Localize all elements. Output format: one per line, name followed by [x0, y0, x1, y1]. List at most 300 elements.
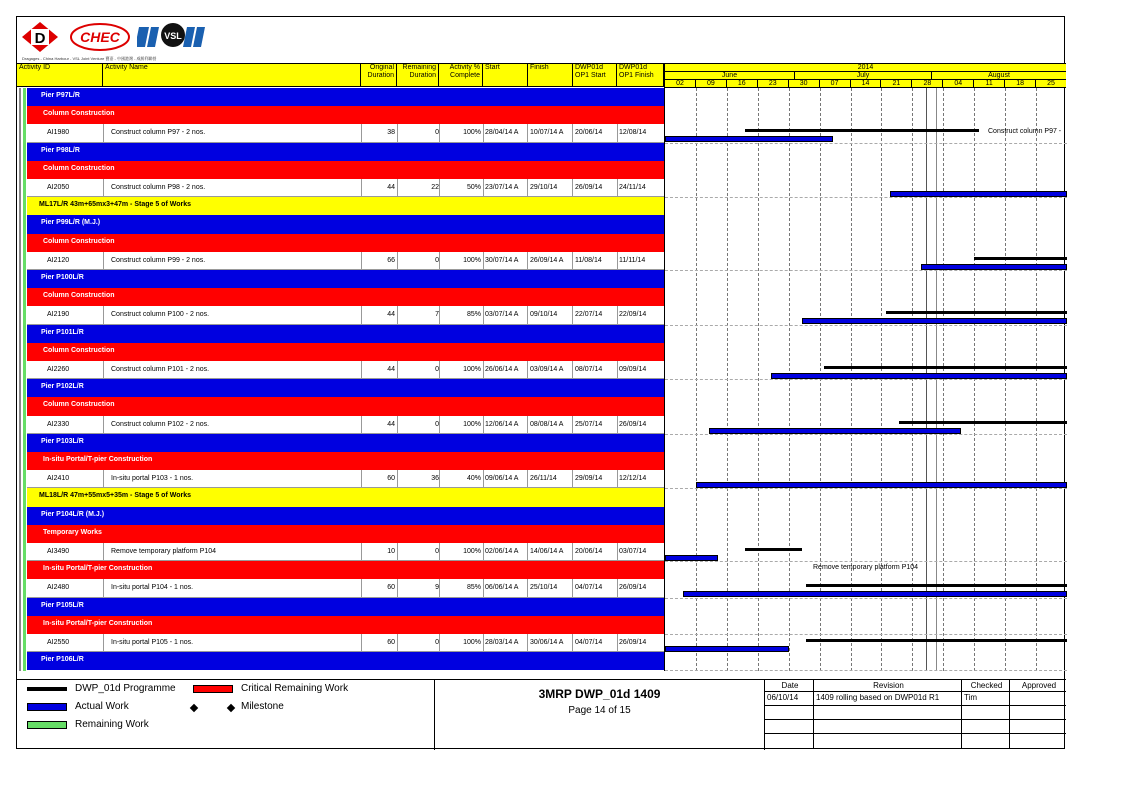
cell-finish: 14/06/14 A: [530, 548, 564, 555]
cell-finish: 08/08/14 A: [530, 420, 564, 428]
column-divider: [103, 579, 104, 596]
bar-label-p97: Construct column P97 -: [988, 128, 1062, 136]
programme-bar[interactable]: [745, 129, 979, 132]
column-divider: [103, 179, 104, 196]
wbs-band-work-type[interactable]: [27, 616, 664, 634]
header-remaining-duration: [397, 63, 439, 87]
band-label: Pier P106L/R: [41, 656, 84, 664]
column-divider: [483, 252, 484, 269]
cell-op1f: 03/07/14: [619, 548, 647, 555]
legend-programme-swatch: [27, 687, 67, 691]
timescale-week: 18: [1004, 79, 1035, 88]
column-divider: [483, 543, 484, 560]
gantt-row-separator: [665, 197, 1067, 198]
cell-od: 10: [387, 548, 395, 555]
band-label: ML17L/R 43m+65mx3+47m - Stage 5 of Works: [39, 201, 191, 209]
cell-od: 60: [387, 639, 395, 646]
column-divider: [439, 579, 440, 596]
legend-critical-label: Critical Remaining Work: [241, 683, 349, 694]
cell-op1f: 22/09/14: [619, 311, 647, 319]
column-divider: [483, 416, 484, 433]
rev-checked: Tim: [962, 692, 1010, 706]
cell-name: Remove temporary platform P104: [111, 548, 217, 555]
column-divider: [572, 306, 573, 323]
timescale-week: 28: [911, 79, 942, 88]
band-label: Column Construction: [43, 164, 115, 172]
wbs-band-work-type[interactable]: [27, 234, 664, 252]
cell-rd: 0: [435, 548, 439, 555]
column-divider: [361, 416, 362, 433]
header-op1-finish-line1: DWP01d: [619, 64, 648, 71]
column-divider: [361, 252, 362, 269]
cell-id: AI3490: [47, 548, 70, 555]
column-divider: [572, 124, 573, 141]
cell-start: 12/06/14 A: [485, 420, 519, 428]
column-divider: [361, 306, 362, 323]
rev-empty-cell: [765, 706, 814, 720]
header-percent-complete-line1: Activity %: [449, 64, 480, 71]
band-label: Pier P103L/R: [41, 437, 84, 445]
cell-op1s: 22/07/14: [575, 311, 603, 319]
cell-start: 06/06/14 A: [485, 584, 519, 592]
column-divider: [527, 124, 528, 141]
cell-od: 44: [387, 184, 395, 191]
vsl-logo-icon: [137, 21, 205, 53]
column-divider: [572, 579, 573, 596]
programme-bar[interactable]: [806, 639, 1067, 642]
cell-op1s: 20/06/14: [575, 548, 603, 555]
column-divider: [361, 579, 362, 596]
programme-bar[interactable]: [886, 311, 1067, 314]
cell-finish: 03/09/14 A: [530, 366, 564, 373]
cell-pct: 100%: [463, 256, 481, 264]
column-divider: [483, 470, 484, 487]
column-divider: [572, 634, 573, 651]
cell-finish: 10/07/14 A: [530, 129, 564, 137]
actual-work-bar[interactable]: [921, 264, 1067, 270]
wbs-band-work-type[interactable]: [27, 161, 664, 179]
column-divider: [572, 179, 573, 196]
programme-bar[interactable]: [899, 421, 1067, 424]
cell-op1f: 26/09/14: [619, 420, 647, 428]
header-op1-finish: [617, 63, 664, 87]
band-label: Pier P99L/R (M.J.): [41, 219, 101, 227]
rev-header-approved: Approved: [1010, 680, 1066, 692]
cell-start: 26/06/14 A: [485, 366, 519, 373]
cell-od: 38: [387, 129, 395, 137]
cell-op1s: 04/07/14: [575, 639, 603, 646]
activity-row[interactable]: [27, 416, 664, 434]
column-divider: [527, 579, 528, 596]
title-block-title: 3MRP DWP_01d 1409: [538, 687, 661, 701]
actual-work-bar[interactable]: [696, 482, 1067, 488]
logo-strip: [17, 17, 1066, 63]
column-divider: [439, 543, 440, 560]
wbs-band-pier[interactable]: [27, 325, 664, 343]
gantt-row-separator: [665, 634, 1067, 635]
rev-empty-cell: [814, 734, 962, 749]
programme-bar[interactable]: [974, 257, 1067, 260]
column-divider: [103, 543, 104, 560]
header-original-duration: [361, 63, 397, 87]
column-divider: [483, 634, 484, 651]
column-divider: [439, 416, 440, 433]
cell-id: AI2260: [47, 366, 70, 373]
header-remaining-duration-line1: Remaining: [402, 64, 436, 71]
wbs-band-work-type[interactable]: [27, 343, 664, 361]
cell-rd: 0: [435, 366, 439, 373]
cell-op1f: 12/08/14: [619, 129, 647, 137]
programme-bar[interactable]: [824, 366, 1067, 369]
column-divider: [103, 361, 104, 378]
milestone-diamond-icon: [190, 704, 198, 712]
cell-start: 28/03/14 A: [485, 639, 519, 646]
cell-id: AI2120: [47, 256, 70, 264]
vsl-logo-text: VSL: [164, 31, 182, 41]
band-label: Pier P102L/R: [41, 383, 84, 391]
cell-op1s: 25/07/14: [575, 420, 603, 428]
cell-rd: 36: [431, 475, 439, 483]
cell-op1f: 24/11/14: [619, 184, 646, 191]
cell-start: 02/06/14 A: [485, 548, 519, 555]
band-label: ML18L/R 47m+55mx5+35m - Stage 5 of Works: [39, 492, 191, 500]
column-divider: [361, 634, 362, 651]
cell-op1s: 26/09/14: [575, 184, 603, 191]
legend-milestone-label: Milestone: [241, 701, 284, 712]
activity-row[interactable]: [27, 179, 664, 197]
timescale-week: 11: [973, 79, 1004, 88]
cell-rd: 22: [431, 184, 439, 191]
schedule-page: [16, 16, 1065, 749]
timescale-week: 21: [880, 79, 911, 88]
rev-approved: [1010, 692, 1066, 706]
wbs-band-pier[interactable]: [27, 88, 664, 106]
column-divider: [397, 252, 398, 269]
column-divider: [483, 179, 484, 196]
timescale-week: 30: [788, 79, 819, 88]
header-finish: Finish: [528, 63, 573, 87]
column-divider: [397, 124, 398, 141]
band-label: Pier P98L/R: [41, 146, 80, 154]
activity-row[interactable]: [27, 124, 664, 142]
wbs-band-work-type[interactable]: [27, 397, 664, 415]
timescale-week: 23: [757, 79, 788, 88]
band-label: Pier P100L/R: [41, 274, 84, 281]
cell-pct: 40%: [466, 475, 481, 483]
timescale-week: 09: [695, 79, 726, 88]
column-divider: [617, 361, 618, 378]
cell-rd: 0: [435, 420, 439, 428]
timescale-week: 16: [726, 79, 757, 88]
band-label: Temporary Works: [43, 528, 102, 536]
column-divider: [617, 306, 618, 323]
cell-od: 60: [387, 475, 395, 483]
cell-op1s: 20/06/14: [575, 129, 603, 137]
activity-row[interactable]: [27, 361, 664, 379]
wbs-band-pier[interactable]: [27, 507, 664, 525]
wbs-band-pier[interactable]: [27, 270, 664, 288]
column-divider: [572, 361, 573, 378]
legend-remaining-label: Remaining Work: [75, 719, 149, 730]
band-label: Pier P101L/R: [41, 328, 84, 336]
timescale-weeks: [664, 79, 1066, 88]
column-divider: [617, 416, 618, 433]
rev-empty-cell: [962, 706, 1010, 720]
cell-id: AI2050: [47, 184, 70, 191]
wbs-band-work-type[interactable]: [27, 452, 664, 470]
dragages-logo-icon: [22, 22, 58, 52]
cell-od: 44: [387, 366, 395, 373]
dragages-logo-text: D: [34, 30, 46, 47]
header-remaining-duration-line2: Duration: [409, 72, 436, 79]
cell-pct: 100%: [463, 420, 481, 428]
cell-op1s: 11/08/14: [575, 256, 602, 264]
column-divider: [483, 306, 484, 323]
chec-logo-icon: [69, 22, 131, 52]
activity-row[interactable]: [27, 634, 664, 652]
column-divider: [527, 634, 528, 651]
wbs-band-pier[interactable]: [27, 379, 664, 397]
band-label: Pier P104L/R (M.J.): [41, 510, 105, 518]
wbs-band-work-type[interactable]: [27, 106, 664, 124]
column-divider: [617, 634, 618, 651]
column-divider: [103, 470, 104, 487]
column-divider: [483, 579, 484, 596]
left-strip-green: [23, 88, 26, 671]
legend-actual-label: Actual Work: [75, 701, 129, 712]
rev-empty-cell: [1010, 734, 1066, 749]
gantt-row-separator: [665, 325, 1067, 326]
cell-name: Construct column P101 - 2 nos.: [111, 366, 210, 373]
column-divider: [397, 306, 398, 323]
wbs-band-pier[interactable]: [27, 143, 664, 161]
gantt-row-separator: [665, 561, 1067, 562]
left-strip-grey: [19, 88, 21, 671]
cell-pct: 100%: [463, 366, 481, 373]
gantt-row-separator: [665, 670, 1067, 671]
rev-header-checked: Checked: [962, 680, 1010, 692]
cell-name: Construct column P97 - 2 nos.: [111, 129, 206, 137]
column-divider: [617, 579, 618, 596]
column-divider: [361, 543, 362, 560]
cell-id: AI1980: [47, 129, 70, 137]
cell-id: AI2190: [47, 311, 70, 319]
wbs-band-work-type[interactable]: [27, 561, 664, 579]
column-divider: [527, 416, 528, 433]
cell-name: Construct column P100 - 2 nos.: [111, 311, 210, 319]
wbs-band-work-type[interactable]: [27, 288, 664, 306]
chec-logo-text: CHEC: [80, 29, 120, 45]
band-label: Column Construction: [43, 346, 115, 354]
cell-start: 23/07/14 A: [485, 184, 519, 191]
actual-work-bar[interactable]: [802, 318, 1067, 324]
rev-empty-cell: [814, 720, 962, 734]
column-divider: [439, 306, 440, 323]
column-divider: [617, 252, 618, 269]
legend-critical-swatch: [193, 685, 233, 693]
cell-op1f: 26/09/14: [619, 639, 647, 646]
column-divider: [617, 124, 618, 141]
activity-row[interactable]: [27, 579, 664, 597]
cell-finish: 30/06/14 A: [530, 639, 564, 646]
column-divider: [439, 470, 440, 487]
actual-work-bar[interactable]: [665, 555, 718, 561]
activity-row[interactable]: [27, 252, 664, 270]
cell-op1f: 12/12/14: [619, 475, 647, 483]
band-label: Column Construction: [43, 110, 115, 118]
column-divider: [361, 179, 362, 196]
column-divider: [397, 470, 398, 487]
rev-empty-cell: [765, 734, 814, 749]
column-divider: [361, 124, 362, 141]
rev-empty-cell: [1010, 706, 1066, 720]
column-divider: [361, 361, 362, 378]
column-divider: [103, 124, 104, 141]
cell-pct: 100%: [463, 129, 481, 137]
column-divider: [483, 361, 484, 378]
rev-empty-cell: [814, 706, 962, 720]
legend-remaining-swatch: [27, 721, 67, 729]
legend-actual-swatch: [27, 703, 67, 711]
cell-name: In-situ portal P103 - 1 nos.: [111, 475, 194, 483]
rev-header-revision: Revision: [814, 680, 962, 692]
column-divider: [361, 470, 362, 487]
header-activity-id: Activity ID: [17, 63, 103, 87]
timescale-year: 2014: [664, 63, 1066, 71]
cell-finish: 09/10/14: [530, 311, 558, 319]
header-start: Start: [483, 63, 528, 87]
cell-op1s: 08/07/14: [575, 366, 603, 373]
wbs-band-pier[interactable]: [27, 598, 664, 616]
cell-pct: 100%: [463, 639, 481, 646]
activity-table: [27, 88, 664, 671]
column-divider: [103, 306, 104, 323]
cell-rd: 0: [435, 129, 439, 137]
column-divider: [527, 543, 528, 560]
band-label: Column Construction: [43, 237, 115, 245]
cell-finish: 26/11/14: [530, 475, 557, 483]
column-divider: [439, 634, 440, 651]
column-divider: [527, 179, 528, 196]
rev-empty-cell: [962, 720, 1010, 734]
programme-bar[interactable]: [745, 548, 802, 551]
column-divider: [397, 634, 398, 651]
cell-id: AI2330: [47, 420, 70, 428]
activity-row[interactable]: [27, 470, 664, 488]
cell-od: 66: [387, 256, 395, 264]
cell-od: 44: [387, 311, 395, 319]
column-divider: [527, 361, 528, 378]
actual-work-bar[interactable]: [683, 591, 1067, 597]
header-op1-start: [573, 63, 617, 87]
rev-empty-cell: [1010, 720, 1066, 734]
column-divider: [103, 252, 104, 269]
column-divider: [103, 416, 104, 433]
milestone-diamond-icon: [227, 704, 235, 712]
actual-work-bar[interactable]: [771, 373, 1067, 379]
column-divider: [527, 306, 528, 323]
rev-empty-cell: [765, 720, 814, 734]
wbs-band-pier[interactable]: [27, 652, 664, 670]
column-divider: [397, 361, 398, 378]
cell-op1f: 11/11/14: [619, 256, 646, 264]
legend-programme-label: DWP_01d Programme: [75, 683, 176, 694]
band-label: Column Construction: [43, 401, 115, 409]
activity-row[interactable]: [27, 306, 664, 324]
wbs-band-pier[interactable]: [27, 434, 664, 452]
cell-pct: 50%: [466, 184, 481, 191]
header-activity-name: Activity Name: [103, 63, 361, 87]
cell-start: 09/06/14 A: [485, 475, 519, 483]
column-divider: [439, 179, 440, 196]
column-divider: [617, 179, 618, 196]
cell-name: Construct column P98 - 2 nos.: [111, 184, 206, 191]
cell-pct: 85%: [466, 584, 481, 592]
cell-finish: 25/10/14: [530, 584, 558, 592]
cell-rd: 9: [435, 584, 439, 592]
wbs-band-stage[interactable]: [27, 488, 664, 506]
column-divider: [397, 179, 398, 196]
gantt-row-separator: [665, 379, 1067, 380]
header-percent-complete-line2: Complete: [450, 72, 480, 79]
actual-work-bar[interactable]: [665, 136, 833, 142]
column-divider: [439, 252, 440, 269]
cell-od: 44: [387, 420, 395, 428]
cell-name: Construct column P102 - 2 nos.: [111, 420, 210, 428]
header-original-duration-line1: Original: [369, 64, 394, 71]
column-divider: [397, 579, 398, 596]
actual-work-bar[interactable]: [709, 428, 961, 434]
cell-name: In-situ portal P104 - 1 nos.: [111, 584, 194, 592]
rev-header-date: Date: [765, 680, 814, 692]
wbs-band-work-type[interactable]: [27, 525, 664, 543]
cell-rd: 7: [435, 311, 439, 319]
header-percent-complete: [439, 63, 483, 87]
gantt-row-separator: [665, 143, 1067, 144]
wbs-band-stage[interactable]: [27, 197, 664, 215]
timescale-week: 02: [664, 79, 695, 88]
header-op1-finish-line2: OP1 Finish: [619, 72, 654, 79]
timescale-week: 07: [819, 79, 850, 88]
column-divider: [103, 634, 104, 651]
cell-rd: 0: [435, 256, 439, 264]
column-divider: [572, 543, 573, 560]
wbs-band-pier[interactable]: [27, 215, 664, 233]
column-divider: [572, 416, 573, 433]
gantt-row-separator: [665, 598, 1067, 599]
cell-rd: 0: [435, 639, 439, 646]
timescale-week: 14: [850, 79, 881, 88]
activity-row[interactable]: [27, 543, 664, 561]
timescale-month-july: July: [794, 71, 931, 79]
logo-caption: Dragages - China Harbour - VSL Joint Venture 寶嘉 - 中國港灣 - 威勝利聯營: [22, 56, 157, 61]
cell-op1s: 04/07/14: [575, 584, 603, 592]
programme-bar[interactable]: [806, 584, 1067, 587]
band-label: In-situ Portal/T-pier Construction: [43, 456, 153, 463]
rev-date: 06/10/14: [765, 692, 814, 706]
cell-start: 28/04/14 A: [485, 129, 519, 137]
band-label: In-situ Portal/T-pier Construction: [43, 619, 153, 627]
cell-finish: 29/10/14: [530, 184, 558, 191]
band-label: Pier P97L/R: [41, 92, 80, 99]
cell-id: AI2550: [47, 639, 70, 646]
actual-work-bar[interactable]: [890, 191, 1067, 197]
cell-name: Construct column P99 - 2 nos.: [111, 256, 206, 264]
actual-work-bar[interactable]: [665, 646, 789, 652]
gantt-row-separator: [665, 488, 1067, 489]
header-op1-start-line2: OP1 Start: [575, 72, 606, 79]
timescale-month-august: August: [931, 71, 1066, 79]
